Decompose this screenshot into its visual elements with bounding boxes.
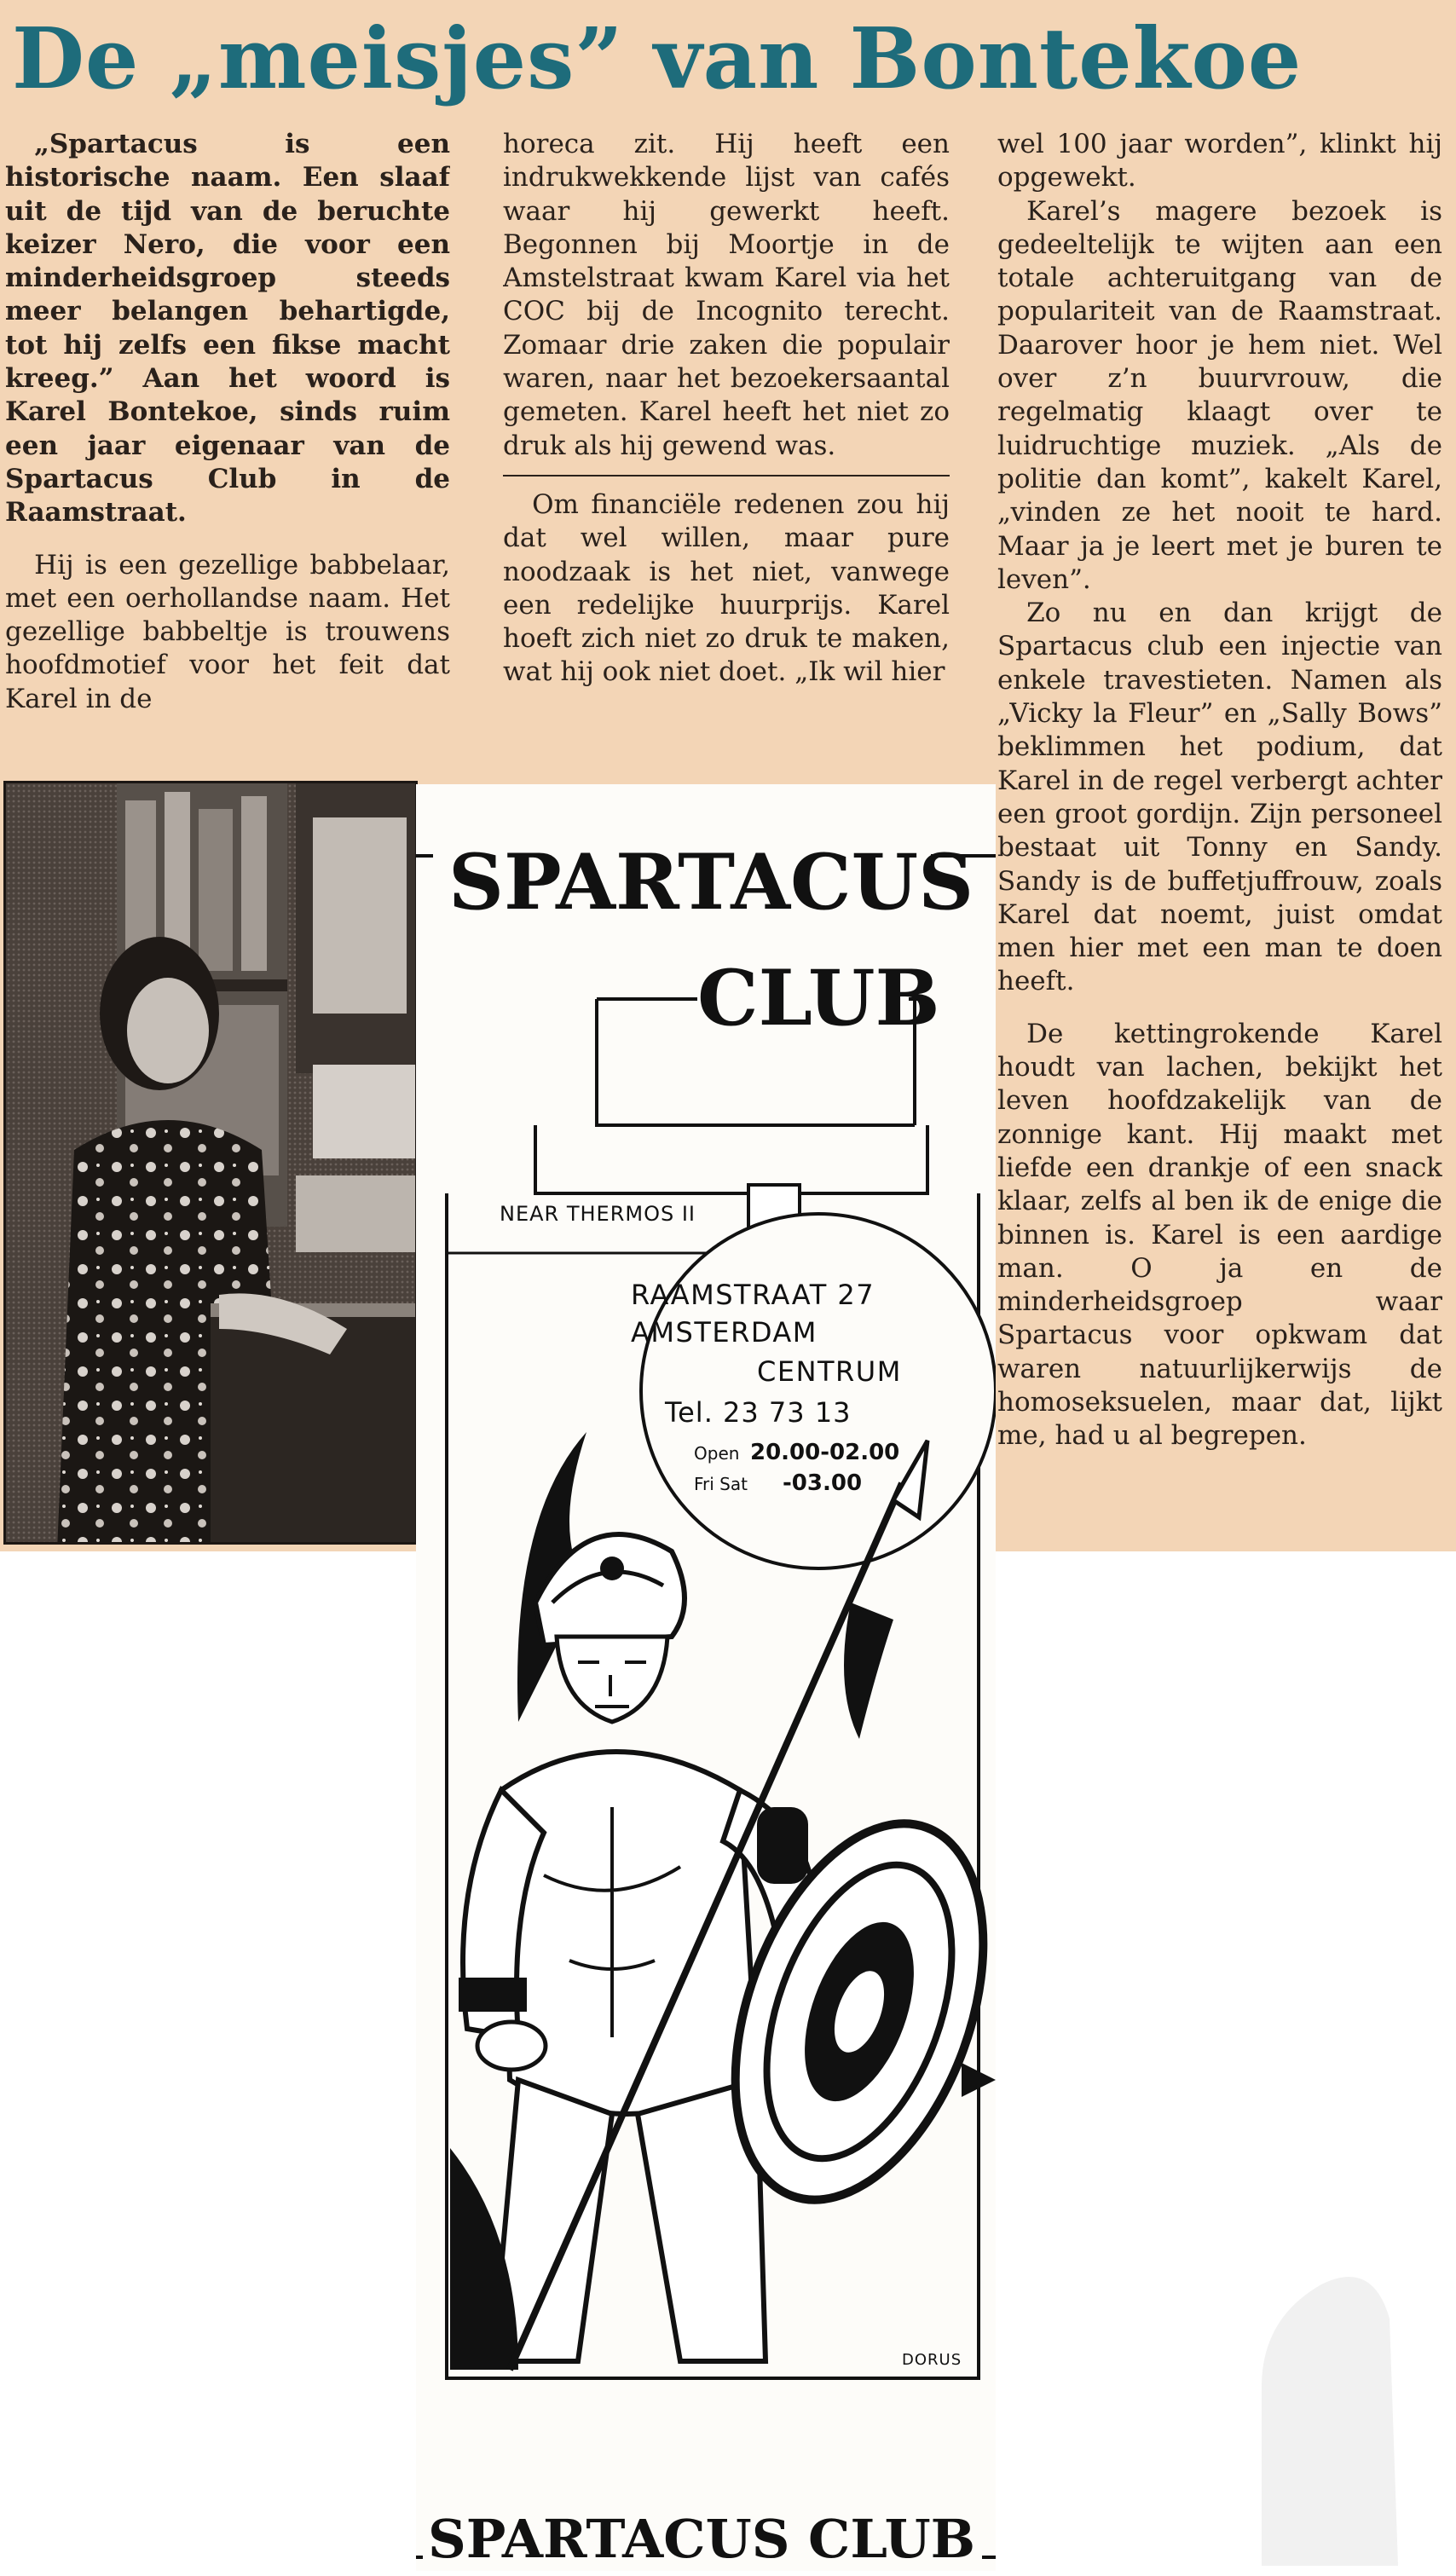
column-divider	[503, 475, 950, 477]
article-photo	[3, 781, 418, 1545]
artist-signature: DORUS	[902, 2351, 962, 2369]
ad-club-title: CLUB	[697, 953, 940, 1043]
paragraph: Zo nu en dan krijgt de Spartacus club een injectie van enkele travestieten. Namen als „Vicky la Fleur” en „Sally Bows” beklimmen het podium, dat Karel in de regel verbergt achter een groot gordijn. Zijn personeel bestaat uit Tonny en Sandy. Sandy is de buffetjuffrouw, zoals Karel dat noemt, juist omdat men hier met een man te doen heeft.	[997, 598, 1442, 997]
spartacus-club-ad	[416, 784, 996, 2571]
ad-title: SPARTACUS	[448, 837, 974, 927]
gladiator-illustration	[450, 1432, 996, 2370]
headline: De „meisjes” van Bontekoe	[12, 10, 1303, 108]
paragraph: Om financiële redenen zou hij dat wel willen, maar pure noodzaak is het niet, vanwege een redelijke huurprijs. Karel hoeft zich niet zo druk te maken, wat hij ook niet doet. „Ik wil hier	[503, 488, 950, 688]
ad-frisat-hours: -03.00	[783, 1470, 863, 1496]
photo-illustration	[6, 783, 415, 1542]
paragraph: De kettingrokende Karel houdt van lachen, bekijkt het leven hoofdzakelijk van de zonnige kant. Hij maakt met liefde een drankje of een snack klaar, zelfs al ben ik de enige die binnen is. Karel is een aardige man. O ja en de minderheidsgroep waar Spartacus voor opkwam dat waren natuurlijkerwijs de homoseksuelen, maar dat, lijkt me, had u al begrepen.	[997, 1018, 1442, 1452]
article-column-2	[503, 128, 950, 776]
paragraph: „Spartacus is een historische naam. Een slaaf uit de tijd van de beruchte keizer Nero, die voor een minderheidsgroep steeds meer belangen behartigde, tot hij zelfs een fikse macht kreeg.” Aan het woord is Karel Bontekoe, sinds ruim een jaar eigenaar van de Spartacus Club in de Raamstraat.	[5, 129, 450, 528]
paragraph: horeca zit. Hij heeft een indrukwekkende lijst van cafés waar hij gewerkt heeft. Begonnen bij Moortje in de Amstelstraat kwam Karel via het COC bij de Incognito terecht. Zomaar drie zaken die populair waren, naar het bezoekersaantal gemeten. Karel heeft het niet zo druk als hij gewend was.	[503, 129, 950, 461]
paragraph: Karel’s magere bezoek is gedeeltelijk te wijten aan een totale achteruitgang van de populariteit van de Raamstraat. Daarover hoor je hem niet. Wel over z’n buurvrouw, die regelmatig klaagt over te luidruchtige muziek. „Als de politie dan komt”, kakelt Karel, „vinden ze het nooit te hard. Maar ja je leert met je buren te leven”.	[997, 195, 1442, 595]
ad-open-label: Open	[694, 1443, 740, 1464]
ad-city: AMSTERDAM	[631, 1316, 818, 1349]
article-column-1	[5, 128, 450, 776]
ad-artwork	[416, 784, 996, 2571]
paragraph: wel 100 jaar worden”, klinkt hij opgewekt.	[997, 129, 1442, 193]
ad-footer: SPARTACUS CLUB	[428, 2508, 976, 2570]
article-column-3	[997, 128, 1442, 1543]
ad-street: RAAMSTRAAT 27	[631, 1279, 875, 1311]
ad-near-label: NEAR THERMOS II	[500, 1202, 696, 1226]
ad-frisat-label: Fri Sat	[694, 1474, 748, 1494]
paragraph: Hij is een gezellige babbelaar, met een oerhollandse naam. Het gezellige babbeltje is trouwens hoofdmotief voor het feit dat Karel in de	[5, 549, 450, 714]
ad-open-hours: 20.00-02.00	[750, 1440, 900, 1465]
ad-phone: Tel. 23 73 13	[665, 1396, 852, 1429]
background-ghost-shape	[1228, 2250, 1415, 2566]
ad-district: CENTRUM	[757, 1355, 902, 1388]
